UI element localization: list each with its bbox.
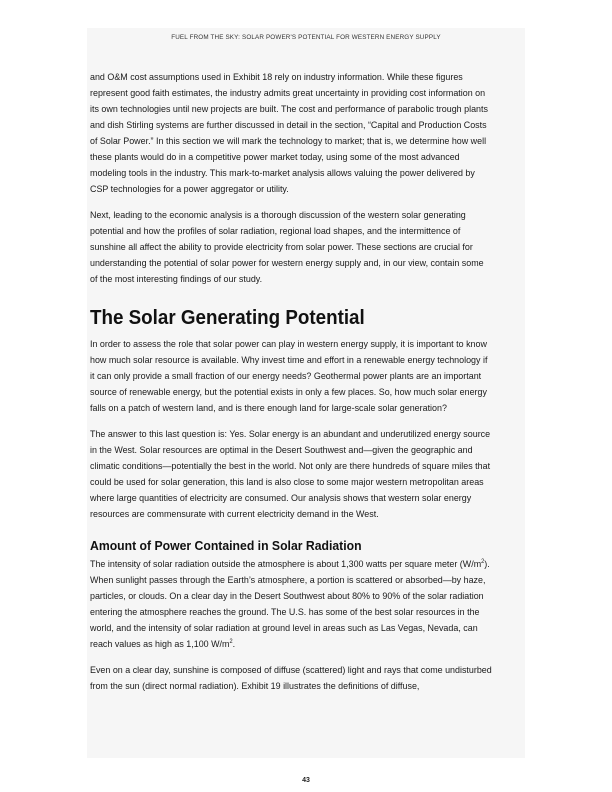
subsection-paragraph-1: [90, 557, 492, 653]
p1-text-a: The intensity of solar radiation outside the atmosphere is about 1,300 watts per square meter (W/m: [90, 559, 482, 570]
section-paragraph-2: The answer to this last question is: Yes. Solar energy is an abundant and underutilized energy source in the West. Solar resources are optimal in the Desert Southwest and—given the geographic and climatic conditions—potentially the best in the world. Not only are there hundreds of square miles that could be used for solar generation, this land is also close to some major western metropolitan areas where large quantities of electricity are consumed. Our analysis shows that western solar energy resources are commensurate with current electricity demand in the West.: [90, 429, 491, 520]
superscript: 2: [229, 638, 233, 645]
intro-paragraph-2: Next, leading to the economic analysis is a thorough discussion of the western solar generating potential and how the profiles of solar radiation, regional load shapes, and the intermittence of sunshine all affect the ability to provide electricity from solar power. These sections are crucial for understanding the potential of solar power for western energy supply and, in our view, contain some of the most interesting findings of our study.: [90, 210, 484, 285]
subsection-paragraph-2: Even on a clear day, sunshine is composed of diffuse (scattered) light and rays that come undisturbed from the sun (direct normal radiation). Exhibit 19 illustrates the definitions of diffuse,: [90, 665, 492, 692]
intro-paragraph-1: and O&M cost assumptions used in Exhibit 18 rely on industry information. While these figures represent good faith estimates, the industry admits great uncertainty in providing cost information on its own technologies until new projects are built. The cost and performance of parabolic trough plants and dish Stirling systems are further discussed in detail in the section, “Capital and Production Costs of Solar Power.” In this section we will mark the technology to market; that is, we determine how well these plants would do in a competitive power market today, using some of the most advanced modeling tools in the industry. This mark-to-market analysis allows valuing the power delivered by CSP technologies for a power aggregator or utility.: [90, 72, 488, 195]
p1-text-c: .: [232, 639, 236, 650]
subsection-heading: Amount of Power Contained in Solar Radiation: [90, 538, 362, 553]
running-head: FUEL FROM THE SKY: SOLAR POWER'S POTENTIAL FOR WESTERN ENERGY SUPPLY: [171, 34, 441, 41]
section-paragraph-1: In order to assess the role that solar power can play in western energy supply, it is important to know how much solar resource is available. Why invest time and effort in a renewable energy technology if it can only provide a small fraction of our energy needs? Geothermal power plants are an important source of renewable energy, but the potential exists in only a few places. So, how much solar energy falls on a patch of western land, and is there enough land for large-scale solar generation?: [90, 339, 488, 414]
p1-text-b: ). When sunlight passes through the Earth’s atmosphere, a portion is scattered or absorbed—by haze, particles, or clouds. On a clear day in the Desert Southwest about 80% to 90% of the solar radiation entering the atmosphere reaches the ground. The U.S. has some of the best solar resources in the world, and the intensity of solar radiation at ground level in areas such as Las Vegas, Nevada, can reach values as high as 1,100 W/m: [90, 559, 490, 650]
superscript: 2: [481, 558, 485, 565]
page-number: 43: [302, 777, 310, 784]
body-text: [90, 70, 492, 705]
section-heading: The Solar Generating Potential: [90, 307, 365, 329]
